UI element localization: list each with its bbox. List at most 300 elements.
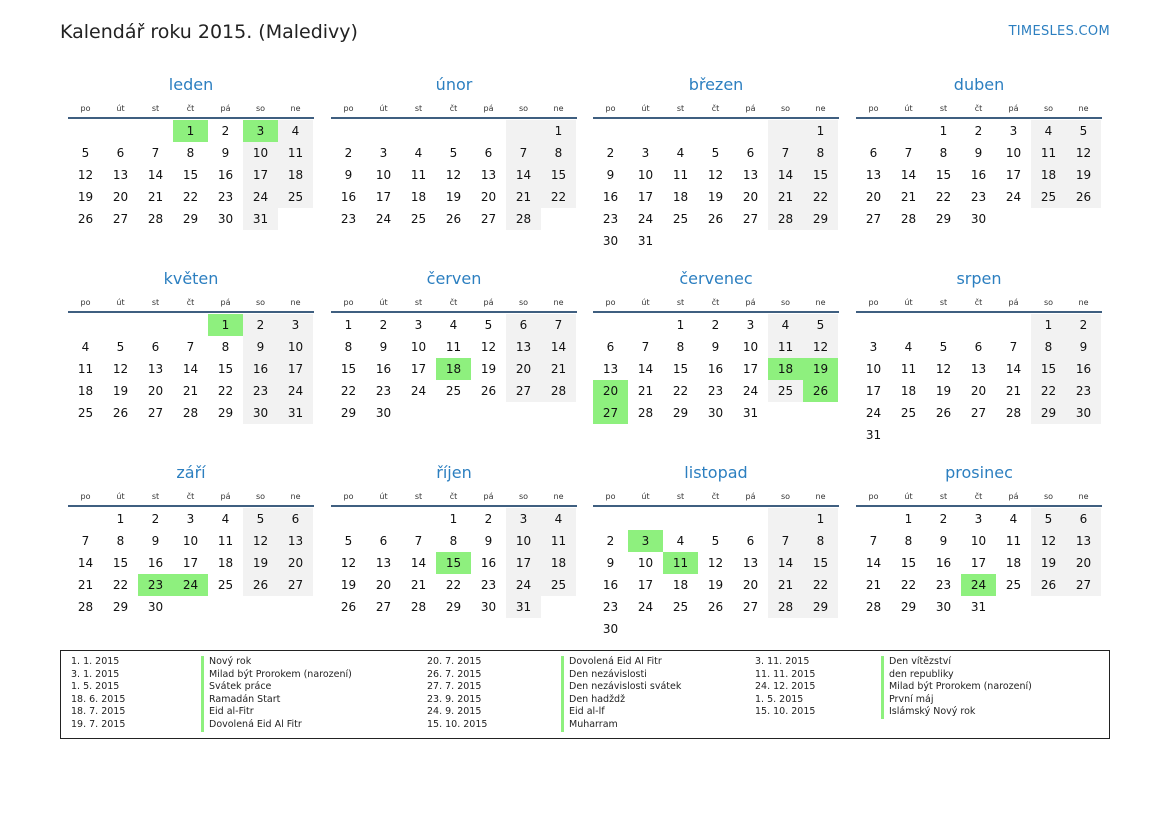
legend-holiday-name: Den nezávislosti svátek [561, 681, 681, 694]
empty-cell [173, 314, 208, 336]
day-grid [856, 507, 1102, 618]
day-cell: 14 [77, 556, 94, 570]
day-cell: 11 [445, 340, 462, 354]
day-cell: 17 [410, 362, 427, 376]
day-cell: 18 [77, 384, 94, 398]
weekday-label: so [518, 104, 529, 113]
day-cell: 17 [865, 384, 882, 398]
empty-cell [856, 314, 891, 336]
day-cell: 14 [541, 336, 576, 358]
day-cell: 14 [182, 362, 199, 376]
weekday-label: čt [449, 104, 458, 113]
weekday-label: ne [1078, 104, 1089, 113]
day-cell: 10 [182, 534, 199, 548]
legend-dates-3 [755, 656, 815, 719]
day-cell: 26 [707, 212, 724, 226]
weekday-label: pá [745, 104, 756, 113]
day-cell: 16 [147, 556, 164, 570]
day-cell: 31 [278, 402, 313, 424]
legend-holiday-name: Eid al-lf [561, 706, 681, 719]
day-cell: 17 [278, 358, 313, 380]
day-cell: 10 [375, 168, 392, 182]
day-cell: 30 [147, 600, 164, 614]
day-cell: 20 [375, 578, 392, 592]
weekday-label: ne [290, 104, 301, 113]
weekday-label: ne [1078, 492, 1089, 501]
weekday-label: pá [220, 104, 231, 113]
day-cell: 6 [278, 508, 313, 530]
weekday-label: čt [974, 492, 983, 501]
day-cell: 23 [243, 380, 278, 402]
weekday-label: st [151, 492, 160, 501]
weekday-label: ne [553, 492, 564, 501]
month-name: březen [688, 75, 744, 94]
day-cell: 17 [1005, 168, 1022, 182]
day-cell: 25 [1005, 578, 1022, 592]
day-cell: 27 [375, 600, 392, 614]
day-cell: 23 [602, 600, 619, 614]
weekday-label: st [151, 104, 160, 113]
day-cell: 30 [480, 600, 497, 614]
day-cell: 16 [217, 168, 234, 182]
day-cell: 16 [375, 362, 392, 376]
empty-cell [103, 314, 138, 336]
day-cell: 5 [803, 314, 838, 336]
weekday-label: so [780, 298, 791, 307]
day-cell: 8 [803, 142, 838, 164]
day-cell: 7 [151, 146, 160, 160]
weekday-label: út [116, 492, 125, 501]
day-cell: 2 [1066, 314, 1101, 336]
weekday-label: ne [815, 492, 826, 501]
day-grid [856, 313, 1102, 446]
weekday-label: so [255, 298, 266, 307]
day-cell: 13 [970, 362, 987, 376]
weekday-label: so [780, 104, 791, 113]
day-cell: 21 [541, 358, 576, 380]
weekday-label: čt [711, 298, 720, 307]
weekday-label: so [255, 104, 266, 113]
weekday-label: so [518, 298, 529, 307]
day-cell: 16 [970, 168, 987, 182]
empty-cell [68, 508, 103, 530]
day-cell: 22 [935, 190, 952, 204]
empty-cell [996, 314, 1031, 336]
day-cell: 6 [484, 146, 493, 160]
legend-holiday-name: Islámský Nový rok [881, 706, 1032, 719]
day-cell: 1 [344, 318, 353, 332]
day-cell: 5 [1031, 508, 1066, 530]
empty-cell [401, 508, 436, 530]
day-cell: 31 [243, 208, 278, 230]
day-cell: 1 [904, 512, 913, 526]
day-grid [68, 119, 314, 230]
weekday-label: čt [449, 298, 458, 307]
day-cell: 18 [1005, 556, 1022, 570]
day-grid [331, 507, 577, 618]
day-cell: 29 [900, 600, 917, 614]
day-cell: 3 [746, 318, 755, 332]
weekday-label: pá [1008, 492, 1019, 501]
empty-cell [891, 120, 926, 142]
weekday-label: čt [186, 298, 195, 307]
month-listopad [593, 462, 839, 640]
weekday-label: so [1043, 492, 1054, 501]
brand-link[interactable]: TIMESLES.COM [1008, 24, 1110, 39]
day-cell: 10 [970, 534, 987, 548]
day-cell: 16 [602, 578, 619, 592]
weekday-label: po [80, 104, 91, 113]
day-cell: 9 [974, 146, 983, 160]
day-cell: 28 [410, 600, 427, 614]
weekday-label: po [868, 492, 879, 501]
day-cell: 11 [672, 168, 689, 182]
day-cell: 18 [278, 164, 313, 186]
weekday-label: po [868, 104, 879, 113]
day-cell: 3 [186, 512, 195, 526]
weekday-label: st [414, 492, 423, 501]
day-cell: 23 [1066, 380, 1101, 402]
day-cell: 14 [768, 164, 803, 186]
legend-names-3 [881, 656, 1032, 719]
day-cell: 10 [637, 168, 654, 182]
day-cell: 16 [602, 190, 619, 204]
day-cell: 17 [375, 190, 392, 204]
day-cell: 13 [278, 530, 313, 552]
weekday-header [593, 488, 839, 507]
day-cell: 19 [480, 362, 497, 376]
day-cell: 19 [935, 384, 952, 398]
day-grid [68, 313, 314, 424]
month-duben [856, 74, 1102, 230]
weekday-label: po [80, 298, 91, 307]
day-cell: 20 [970, 384, 987, 398]
day-cell: 3 [641, 146, 650, 160]
empty-cell [68, 120, 103, 142]
legend-date: 24. 9. 2015 [427, 706, 482, 718]
weekday-label: čt [711, 492, 720, 501]
day-cell: 12 [243, 530, 278, 552]
day-cell: 21 [768, 186, 803, 208]
weekday-label: pá [1008, 298, 1019, 307]
month-name: listopad [684, 463, 748, 482]
day-cell: 20 [480, 190, 497, 204]
weekday-label: po [80, 492, 91, 501]
day-cell: 8 [449, 534, 458, 548]
day-cell: 17 [182, 556, 199, 570]
month-prosinec [856, 462, 1102, 618]
day-cell: 21 [147, 190, 164, 204]
day-cell: 25 [1031, 186, 1066, 208]
day-cell: 10 [243, 142, 278, 164]
weekday-label: čt [449, 492, 458, 501]
day-cell: 11 [768, 336, 803, 358]
month-name: srpen [956, 269, 1002, 288]
day-cell: 12 [340, 556, 357, 570]
day-cell: 15 [935, 168, 952, 182]
day-cell: 27 [506, 380, 541, 402]
day-cell: 3 [278, 314, 313, 336]
empty-cell [138, 120, 173, 142]
day-cell: 7 [81, 534, 90, 548]
day-cell: 11 [410, 168, 427, 182]
day-cell: 19 [340, 578, 357, 592]
holiday-legend [60, 650, 1110, 739]
day-cell: 2 [344, 146, 353, 160]
day-cell: 13 [147, 362, 164, 376]
holiday-day-cell: 15 [436, 552, 471, 574]
weekday-label: čt [186, 492, 195, 501]
day-cell: 9 [151, 534, 160, 548]
weekday-label: út [379, 492, 388, 501]
day-cell: 26 [1066, 186, 1101, 208]
holiday-day-cell: 18 [768, 358, 803, 380]
day-grid [68, 507, 314, 618]
day-cell: 19 [112, 384, 129, 398]
day-cell: 2 [379, 318, 388, 332]
empty-cell [733, 120, 768, 142]
month-name: prosinec [945, 463, 1013, 482]
day-cell: 7 [541, 314, 576, 336]
day-cell: 5 [243, 508, 278, 530]
day-cell: 18 [541, 552, 576, 574]
day-cell: 8 [939, 146, 948, 160]
day-cell: 2 [974, 124, 983, 138]
day-cell: 29 [182, 212, 199, 226]
weekday-label: so [780, 492, 791, 501]
day-cell: 21 [768, 574, 803, 596]
day-cell: 25 [278, 186, 313, 208]
legend-date: 23. 9. 2015 [427, 693, 482, 705]
weekday-header [856, 294, 1102, 313]
month-březen [593, 74, 839, 252]
day-cell: 4 [1031, 120, 1066, 142]
legend-names-2 [561, 656, 681, 732]
weekday-label: so [1043, 298, 1054, 307]
day-cell: 9 [711, 340, 720, 354]
day-cell: 28 [768, 596, 803, 618]
day-cell: 30 [217, 212, 234, 226]
day-cell: 26 [480, 384, 497, 398]
day-cell: 25 [77, 406, 94, 420]
holiday-day-cell: 24 [961, 574, 996, 596]
month-name: červenec [679, 269, 753, 288]
day-cell: 2 [221, 124, 230, 138]
day-cell: 22 [217, 384, 234, 398]
empty-cell [68, 314, 103, 336]
weekday-header [68, 294, 314, 313]
day-cell: 10 [278, 336, 313, 358]
day-cell: 24 [637, 600, 654, 614]
weekday-label: pá [1008, 104, 1019, 113]
legend-date: 18. 6. 2015 [71, 693, 126, 705]
day-cell: 21 [900, 190, 917, 204]
day-cell: 18 [672, 190, 689, 204]
day-cell: 11 [77, 362, 94, 376]
day-cell: 12 [707, 168, 724, 182]
day-cell: 9 [484, 534, 493, 548]
empty-cell [628, 120, 663, 142]
day-cell: 21 [865, 578, 882, 592]
day-cell: 21 [182, 384, 199, 398]
weekday-label: po [343, 492, 354, 501]
day-cell: 12 [77, 168, 94, 182]
legend-date: 24. 12. 2015 [755, 681, 816, 693]
weekday-label: po [343, 298, 354, 307]
month-srpen [856, 268, 1102, 446]
legend-holiday-name: Ramadán Start [201, 694, 352, 707]
day-cell: 17 [637, 578, 654, 592]
day-cell: 10 [506, 530, 541, 552]
day-cell: 18 [672, 578, 689, 592]
day-cell: 29 [935, 212, 952, 226]
day-grid [856, 119, 1102, 230]
day-cell: 27 [112, 212, 129, 226]
day-cell: 28 [506, 208, 541, 230]
day-cell: 15 [217, 362, 234, 376]
day-cell: 9 [243, 336, 278, 358]
day-cell: 16 [480, 556, 497, 570]
legend-dates-1 [71, 656, 125, 732]
day-cell: 22 [445, 578, 462, 592]
empty-cell [926, 314, 961, 336]
weekday-label: st [676, 298, 685, 307]
day-cell: 4 [768, 314, 803, 336]
day-cell: 2 [711, 318, 720, 332]
empty-cell [593, 314, 628, 336]
day-cell: 22 [340, 384, 357, 398]
day-cell: 7 [768, 142, 803, 164]
weekday-header [68, 488, 314, 507]
day-cell: 19 [445, 190, 462, 204]
day-cell: 15 [672, 362, 689, 376]
weekday-label: so [518, 492, 529, 501]
day-cell: 8 [803, 530, 838, 552]
day-grid [593, 119, 839, 252]
day-cell: 19 [707, 190, 724, 204]
day-cell: 1 [449, 512, 458, 526]
empty-cell [768, 120, 803, 142]
empty-cell [891, 314, 926, 336]
day-cell: 11 [541, 530, 576, 552]
weekday-label: po [605, 104, 616, 113]
day-cell: 20 [865, 190, 882, 204]
day-cell: 11 [1005, 534, 1022, 548]
day-cell: 28 [77, 600, 94, 614]
day-cell: 8 [116, 534, 125, 548]
day-cell: 15 [340, 362, 357, 376]
weekday-label: út [641, 492, 650, 501]
day-cell: 5 [1066, 120, 1101, 142]
day-cell: 3 [414, 318, 423, 332]
day-cell: 24 [742, 384, 759, 398]
day-cell: 7 [506, 142, 541, 164]
legend-holiday-name: První máj [881, 694, 1032, 707]
day-cell: 15 [1031, 358, 1066, 380]
day-cell: 13 [1066, 530, 1101, 552]
day-cell: 5 [484, 318, 493, 332]
day-cell: 29 [803, 208, 838, 230]
day-cell: 23 [480, 578, 497, 592]
empty-cell [593, 120, 628, 142]
day-cell: 16 [243, 358, 278, 380]
day-cell: 20 [278, 552, 313, 574]
day-cell: 15 [112, 556, 129, 570]
weekday-label: st [414, 298, 423, 307]
empty-cell [103, 120, 138, 142]
day-cell: 7 [869, 534, 878, 548]
day-cell: 11 [1031, 142, 1066, 164]
holiday-day-cell: 1 [173, 120, 208, 142]
day-cell: 7 [904, 146, 913, 160]
weekday-label: čt [974, 104, 983, 113]
weekday-label: ne [290, 492, 301, 501]
day-cell: 25 [410, 212, 427, 226]
day-cell: 23 [375, 384, 392, 398]
day-cell: 30 [1066, 402, 1101, 424]
day-cell: 21 [1005, 384, 1022, 398]
day-cell: 3 [379, 146, 388, 160]
day-cell: 25 [768, 380, 803, 402]
day-cell: 20 [742, 578, 759, 592]
weekday-header [856, 100, 1102, 119]
day-cell: 30 [375, 406, 392, 420]
empty-cell [628, 508, 663, 530]
day-cell: 20 [506, 358, 541, 380]
legend-holiday-name: Dovolená Eid Al Fitr [201, 719, 352, 732]
month-name: říjen [436, 463, 472, 482]
empty-cell [331, 508, 366, 530]
day-cell: 26 [445, 212, 462, 226]
empty-cell [856, 120, 891, 142]
legend-date: 3. 11. 2015 [755, 656, 810, 667]
weekday-header [593, 100, 839, 119]
day-cell: 11 [278, 142, 313, 164]
holiday-day-cell: 26 [803, 380, 838, 402]
month-name: únor [435, 75, 473, 94]
weekday-label: pá [483, 298, 494, 307]
weekday-header [331, 488, 577, 507]
day-cell: 30 [970, 212, 987, 226]
day-cell: 25 [445, 384, 462, 398]
day-cell: 19 [1031, 552, 1066, 574]
empty-cell [593, 508, 628, 530]
day-cell: 13 [602, 362, 619, 376]
day-cell: 9 [606, 556, 615, 570]
day-cell: 5 [939, 340, 948, 354]
day-cell: 4 [278, 120, 313, 142]
weekday-label: čt [711, 104, 720, 113]
legend-holiday-name: Den vítězství [881, 656, 1032, 669]
legend-holiday-name: Dovolená Eid Al Fitr [561, 656, 681, 669]
weekday-label: pá [745, 298, 756, 307]
day-cell: 1 [116, 512, 125, 526]
day-cell: 27 [865, 212, 882, 226]
day-cell: 29 [340, 406, 357, 420]
legend-date: 11. 11. 2015 [755, 668, 816, 680]
empty-cell [698, 120, 733, 142]
day-cell: 2 [606, 534, 615, 548]
weekday-label: st [151, 298, 160, 307]
day-cell: 17 [506, 552, 541, 574]
month-září [68, 462, 314, 618]
day-cell: 29 [217, 406, 234, 420]
day-cell: 7 [768, 530, 803, 552]
day-cell: 31 [506, 596, 541, 618]
day-cell: 22 [182, 190, 199, 204]
weekday-label: čt [974, 298, 983, 307]
day-cell: 18 [1031, 164, 1066, 186]
